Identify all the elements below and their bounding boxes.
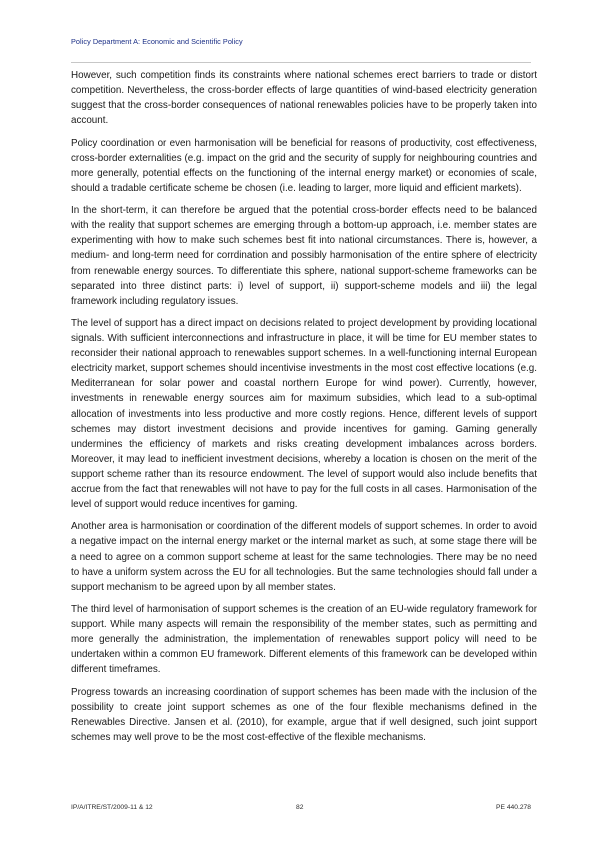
page-header: Policy Department A: Economic and Scientific Policy [71, 37, 243, 46]
paragraph: The level of support has a direct impact on decisions related to project development by providing locational signals. With sufficient interconnections and infrastructure in place, it will be time for EU member states to reconsider their national approach to renewables support schemes. In a well-functioning internal European electricity market, support schemes should incentivise investments in the most cost effective locations (e.g. Mediterranean for solar power and coastal northern Europe for wind power). Currently, however, investments in renewable energy sources aim for maximum subsidies, which lead to a sub-optimal allocation of investments into less productive and more costly regions. Hence, different levels of support schemes may distort investment decisions and provide incentives for gaming. Gaming generally undermines the efficiency of markets and risks creating development imbalances across borders. Moreover, it may lead to inefficient investment decisions, whereby a location is chosen on the merit of the support scheme rather than its resource endowment. The level of support would also include benefits that accrue from the fact that renewables will not have to pay for the full costs in all cases. Harmonisation of the level of support would reduce incentives for gaming. [71, 317, 537, 511]
paragraph: The third level of harmonisation of support schemes is the creation of an EU-wide regulatory framework for support. While many aspects will remain the responsibility of the member states, such as permitting and more generally the administration, the implementation of renewables support policy will need to be undertaken within a common EU framework. Different elements of this framework can be developed within different timeframes. [71, 604, 537, 676]
paragraph: Progress towards an increasing coordination of support schemes has been made with the inclusion of the possibility to create joint support schemes as one of the four flexible mechanisms defined in the Renewables Directive. Jansen et al. (2010), for example, argue that if well designed, such joint support schemes may well prove to be the most cost-effective of the flexible mechanisms. [71, 686, 537, 743]
page-number: 82 [296, 804, 304, 811]
footer-pe-number: PE 440.278 [496, 804, 531, 811]
paragraph: Another area is harmonisation or coordination of the different models of support schemes. In order to avoid a negative impact on the internal energy market or the internal market as such, at some stage there will be a need to agree on a common support scheme at least for the same technologies. There may be no need to have a uniform system across the EU for all technologies. But the same technologies should fall under a support mechanism to be agreed upon by all member states. [71, 521, 537, 593]
footer-reference: IP/A/ITRE/ST/2009-11 & 12 [71, 804, 153, 811]
body-text [71, 68, 537, 752]
paragraph: Policy coordination or even harmonisation will be beneficial for reasons of productivity, cost effectiveness, cross-border externalities (e.g. impact on the grid and the security of supply for neighbouring countries and more generally, potential effects on the functioning of the internal energy market) or economies of scale, should a tradable certificate scheme be chosen (i.e. leading to larger, more liquid and efficient markets). [71, 137, 537, 194]
paragraph: In the short-term, it can therefore be argued that the potential cross-border effects need to be balanced with the reality that support schemes are emerging through a bottom-up approach, i.e. member states are experimenting with how to make such schemes best fit into national circumstances. There is, however, a medium- and long-term need for corrdination and possibly harmonisation of the entire sphere of electricity from renewable energy sources. To differentiate this sphere, national support-scheme frameworks can be separated into three distinct parts: i) level of support, ii) support-scheme models and iii) the legal framework including regulatory issues. [71, 205, 537, 307]
paragraph: However, such competition finds its constraints where national schemes erect barriers to trade or distort competition. Nevertheless, the cross-border effects of large quantities of wind-based electricity generation suggest that the cross-border consequences of national renewables policies have to be properly taken into account. [71, 70, 537, 127]
header-divider [71, 62, 531, 63]
